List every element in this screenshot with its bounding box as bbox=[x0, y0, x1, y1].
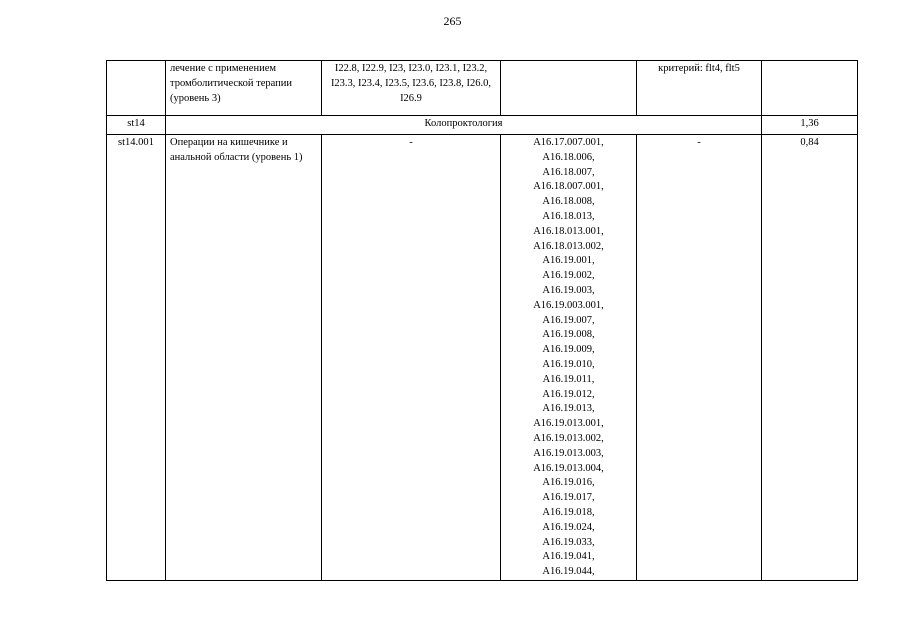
service-code: A16.19.012, bbox=[542, 388, 595, 400]
service-code: A16.19.018, bbox=[542, 506, 595, 518]
service-code: A16.19.013.003, bbox=[533, 447, 604, 459]
service-code: A16.18.008, bbox=[542, 196, 595, 208]
service-code: A16.18.007.001, bbox=[533, 181, 604, 193]
service-code: A16.19.033, bbox=[542, 536, 595, 548]
service-code: A16.19.007, bbox=[542, 314, 595, 326]
service-code: A16.19.013, bbox=[542, 403, 595, 415]
service-code: A16.19.013.001, bbox=[533, 418, 604, 430]
service-code: A16.19.017, bbox=[542, 492, 595, 504]
table-row-section bbox=[107, 116, 858, 135]
service-code: A16.19.016, bbox=[542, 477, 595, 489]
cell-coef bbox=[762, 61, 858, 116]
table-row-item bbox=[107, 135, 858, 581]
cell-code: st14.001 bbox=[107, 135, 166, 581]
cell-code bbox=[107, 61, 166, 116]
service-code: A16.19.008, bbox=[542, 329, 595, 341]
cell-coef: 0,84 bbox=[762, 135, 858, 581]
service-code: A16.18.013.002, bbox=[533, 240, 604, 252]
service-code: A16.17.007.001, bbox=[533, 137, 604, 148]
page-number: 265 bbox=[443, 14, 462, 28]
section-code: st14 bbox=[107, 116, 166, 135]
section-coef: 1,36 bbox=[762, 116, 858, 135]
service-code: A16.19.003, bbox=[542, 284, 595, 296]
service-code: A16.19.009, bbox=[542, 344, 595, 356]
cell-name: лечение с применением тромболитической терапии (уровень 3) bbox=[166, 61, 322, 116]
service-code: A16.19.010, bbox=[542, 358, 595, 370]
service-code: A16.19.011, bbox=[542, 373, 595, 385]
service-code: A16.18.006, bbox=[542, 151, 595, 163]
tariff-table bbox=[106, 60, 858, 581]
service-code: A16.19.001, bbox=[542, 255, 595, 267]
section-title: Колопроктология bbox=[166, 116, 762, 135]
cell-services bbox=[501, 61, 637, 116]
cell-name: Операции на кишечнике и анальной области (уровень 1) bbox=[166, 135, 322, 581]
service-code: A16.19.003.001, bbox=[533, 299, 604, 311]
service-code: A16.19.013.004, bbox=[533, 462, 604, 474]
cell-criteria: - bbox=[637, 135, 762, 581]
cell-services bbox=[501, 135, 637, 581]
table-row-continuation bbox=[107, 61, 858, 116]
service-code: A16.19.013.002, bbox=[533, 432, 604, 444]
service-code: A16.19.041, bbox=[542, 551, 595, 563]
cell-criteria: критерий: flt4, flt5 bbox=[637, 61, 762, 116]
service-code: A16.19.044, bbox=[542, 566, 595, 578]
service-code: A16.18.013.001, bbox=[533, 225, 604, 237]
service-code: A16.18.013, bbox=[542, 210, 595, 222]
cell-diagnoses: - bbox=[322, 135, 501, 581]
cell-diagnoses: I22.8, I22.9, I23, I23.0, I23.1, I23.2, I23.3, I23.4, I23.5, I23.6, I23.8, I26.0, I26.9 bbox=[322, 61, 501, 116]
service-code: A16.18.007, bbox=[542, 166, 595, 178]
service-code: A16.19.002, bbox=[542, 270, 595, 282]
service-code: A16.19.024, bbox=[542, 521, 595, 533]
